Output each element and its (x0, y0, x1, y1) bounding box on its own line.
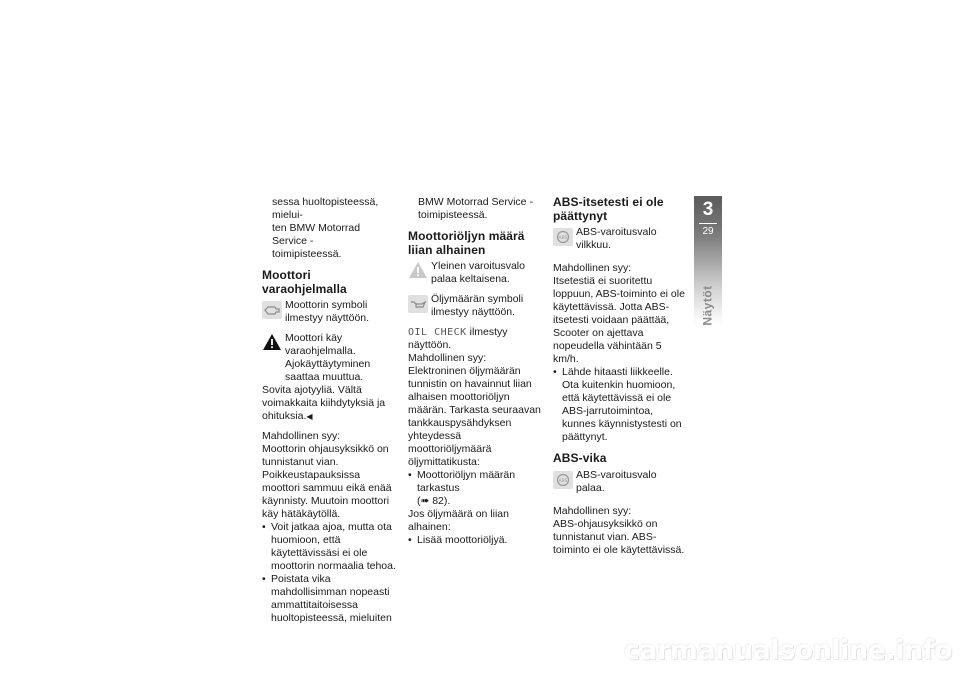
svg-text:ABS: ABS (558, 478, 568, 484)
chapter-number: 3 (702, 199, 714, 220)
engine-warning-text: Moottori käy varaohjelmalla. Ajokäyttäytyminen saattaa muuttua. (285, 332, 371, 383)
cause-label: Mahdollinen syy: (262, 430, 341, 442)
page-reference-link[interactable]: (➠ 82). (417, 495, 451, 507)
oil-symbol-text: Öljymäärän symboli ilmestyy näyttöön. (431, 293, 524, 318)
chapter-title-vertical (694, 278, 722, 332)
intro-text: sessa huoltopisteessä, mielui- ten BMW Motorrad Service - toimipisteessä. (272, 196, 379, 260)
heading-abs-fault: ABS-vika (553, 451, 607, 465)
list-item: • Lisää moottoriöljyä. (408, 534, 508, 546)
heading-abs-selftest: ABS-itsetesti ei ole päättynyt (553, 195, 664, 223)
tab-divider (699, 223, 717, 224)
abs-on-text: ABS-varoitusvalo palaa. (576, 468, 657, 494)
warning-triangle-icon (262, 333, 282, 351)
list-item: • Lähde hitaasti liikkeelle. Ota kuitenkin huomioon, että käytettävissä ei ole ABS-jarrutoimintoa, kunnes käynnistystesti on päättynyt. (553, 366, 682, 443)
oil-check-display: OIL CHECK (408, 327, 467, 338)
column-3 (553, 196, 685, 557)
cause-label: Mahdollinen syy: (553, 504, 632, 517)
oil-warning-row (408, 260, 542, 286)
abs-icon (553, 471, 573, 489)
oil-warning-text: Yleinen varoitusvalo palaa keltaisena. (431, 260, 525, 285)
svg-text:ABS: ABS (558, 236, 568, 241)
cause-text: ABS-ohjausyksikkö on tunnistanut vian. ABS-toiminto ei ole käytettävissä. (553, 517, 685, 556)
abs-icon (553, 228, 573, 246)
oil-low-label: Jos öljymäärä on liian alhainen: (408, 508, 509, 533)
column-1 (262, 196, 398, 625)
oil-can-icon (408, 295, 428, 313)
abs-on-row (553, 469, 685, 495)
list-item: • Voit jatkaa ajoa, mutta ota huomioon, että käytettävissäsi ei ole moottorin normaalia tehoa. (262, 521, 396, 572)
page-number: 29 (702, 226, 714, 237)
engine-symbol-text: Moottorin symboli ilmestyy näyttöön. (285, 299, 370, 324)
list-item: • Moottoriöljyn määrän tarkastus (➠ 82). (408, 469, 516, 507)
heading-oil-low: Moottoriöljyn määrä liian alhainen (408, 229, 525, 257)
cause-label: Mahdollinen syy: (408, 352, 487, 364)
cause-label: Mahdollinen syy: (553, 262, 632, 274)
cause-text: Itsetestiä ei suoritettu loppuun, ABS-toiminto ei ole käytettävissä. Jotta ABS-itsetesti voidaan päättää, Scooter on ajettava nopeudella vähintään 5 km/h. (553, 275, 685, 365)
list-item: • Poistata vika mahdollisimman nopeasti ammattitaitoisessa huoltopisteessä, mieluiten (262, 573, 392, 624)
engine-symbol-row (262, 299, 398, 325)
cause-text: Moottorin ohjausyksikkö on tunnistanut vian. Poikkeustapauksissa moottori sammuu eikä enää käynnisty. Muutoin moottori käy hätäkäytöllä. (262, 443, 392, 520)
column-2 (408, 196, 542, 547)
oil-check-line: OIL CHECK ilmestyy näyttöön. (408, 326, 508, 351)
cause-text: Elektroninen öljymäärän tunnistin on havainnut liian alhaisen moottoriöljyn määrän. Tarkasta seuraavan tankkauspysähdyksen yhteydessä moottoriöljymäärä öljymittatikusta: (408, 365, 541, 468)
intro-text: BMW Motorrad Service -toimipisteessä. (418, 196, 533, 221)
chapter-title: Näytöt (700, 284, 715, 326)
oil-symbol-row (408, 293, 542, 319)
abs-blink-text: ABS-varoitusvalo vilkkuu. (576, 226, 657, 251)
warning-triangle-icon (408, 261, 428, 279)
abs-blink-row (553, 226, 685, 252)
engine-warning-row (262, 332, 398, 384)
engine-advice: Sovita ajotyyliä. Vältä voimakkaita kiihdytyksiä ja ohituksia.◀ (262, 384, 386, 422)
end-mark-icon: ◀ (306, 412, 313, 421)
watermark-text: carmanualsonline.info (623, 635, 952, 666)
heading-engine-emergency: Moottori varaohjelmalla (262, 268, 347, 296)
engine-icon (262, 301, 282, 319)
